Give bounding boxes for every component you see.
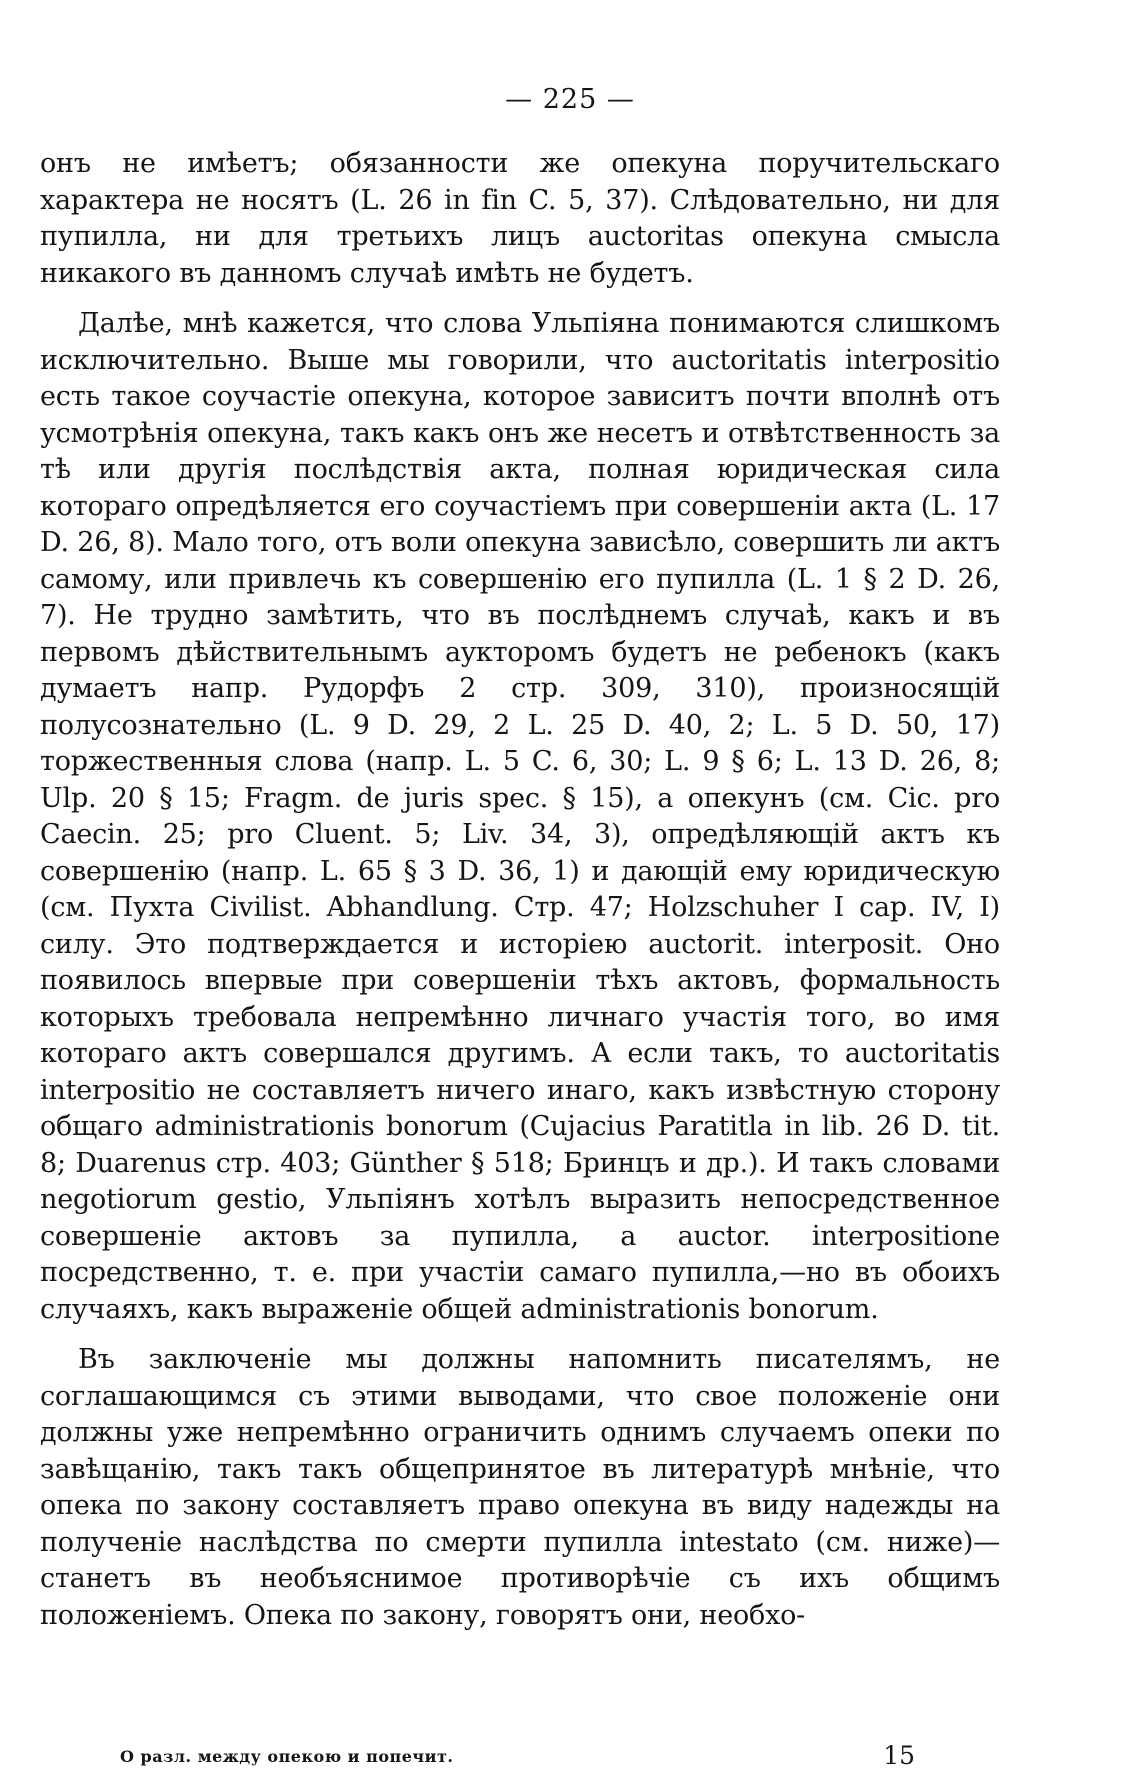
signature-mark: 15 bbox=[883, 1741, 915, 1770]
paragraph: Въ заключеніе мы должны напомнить писателямъ, не соглашающимся съ этими выводами, что свое положеніе они должны уже непремѣнно ограничить однимъ случаемъ опеки по завѣщанію, такъ такъ общепринятое въ литературѣ мнѣніе, что опека по закону составляетъ право опекуна въ виду надежды на полученіе наслѣдства по смерти пупилла intestato (см. ниже)—станетъ въ необъяснимое противорѣчіе съ ихъ общимъ положеніемъ. Опека по закону, говорятъ они, необхо- bbox=[40, 1344, 1000, 1631]
page-footer bbox=[40, 1741, 1000, 1771]
page-number-header: — 225 — bbox=[505, 84, 635, 115]
footer-short-title: О разл. между опекою и попечит. bbox=[120, 1747, 454, 1766]
paragraph-continued: онъ не имѣетъ; обязанности же опекуна поручительскаго характера не носятъ (L. 26 in fin C. 5, 37). Слѣдовательно, ни для пупилла, ни для третьихъ лицъ auctoritas опекуна смысла никакого въ данномъ случаѣ имѣть не будетъ. bbox=[40, 148, 1000, 289]
text-body bbox=[40, 146, 1000, 1648]
paragraph: Далѣе, мнѣ кажется, что слова Ульпіяна понимаются слишкомъ исключительно. Выше мы говорили, что auctoritatis interpositio есть такое соучастіе опекуна, которое зависитъ почти вполнѣ отъ усмотрѣнія опекуна, такъ какъ онъ же несетъ и отвѣтственность за тѣ или другія послѣдствія акта, полная юридическая сила котораго опредѣляется его соучастіемъ при совершеніи акта (L. 17 D. 26, 8). Мало того, отъ воли опекуна зависѣло, совершить ли актъ самому, или привлечь къ совершенію его пупилла (L. 1 § 2 D. 26, 7). Не трудно замѣтить, что въ послѣднемъ случаѣ, какъ и въ первомъ дѣйствительнымъ ayкторомъ будетъ не ребенокъ (какъ думаетъ напр. Рудорфъ 2 стр. 309, 310), произносящій полусознательно (L. 9 D. 29, 2 L. 25 D. 40, 2; L. 5 D. 50, 17) торжественныя слова (напр. L. 5 C. 6, 30; L. 9 § 6; L. 13 D. 26, 8; Ulp. 20 § 15; Fragm. de juris spec. § 15), а опекунъ (см. Cic. pro Caecin. 25; pro Cluent. 5; Liv. 34, 3), опредѣляющій актъ къ совершенію (напр. L. 65 § 3 D. 36, 1) и дающій ему юридическую (см. Пухта Civilist. Abhandlung. Стр. 47; Holzschuher I cap. IV, I) силу. Это подтверждается и исторіею auctorit. interposit. Оно появилось впервые при совершеніи тѣхъ актовъ, формальность которыхъ требовала непремѣнно личнаго участія того, во имя котораго актъ совершался другимъ. А если такъ, то auctoritatis interpositio не составляетъ ничего инаго, какъ извѣстную сторону общаго administrationis bonorum (Cujacius Paratitla in lib. 26 D. tit. 8; Duarenus стр. 403; Günther § 518; Бринцъ и др.). И такъ словами negotiorum gestio, Ульпіянъ хотѣлъ выразить непосредственное совершеніе актовъ за пупилла, а auctor. interpositione посредственно, т. е. при участіи самаго пупилла,—но въ обоихъ случаяхъ, какъ выраженіе общей administrationis bonorum. bbox=[40, 308, 1000, 1325]
